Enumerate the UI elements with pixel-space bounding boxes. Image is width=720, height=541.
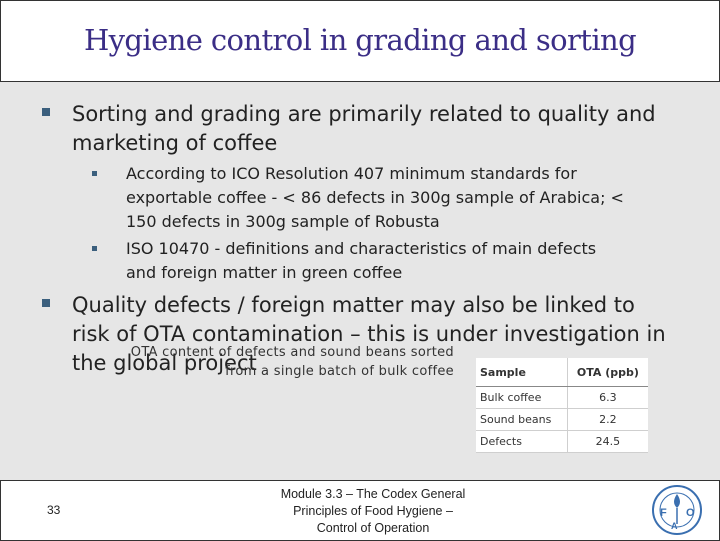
table-cell: Defects [476, 431, 567, 453]
module-line: Module 3.3 – The Codex General [280, 487, 466, 501]
svg-text:F: F [660, 507, 667, 519]
caption-line: from a single batch of bulk coffee [225, 364, 454, 379]
bullet-line: exportable coffee - < 86 defects in 300g sample of Arabica; < [126, 188, 624, 207]
square-bullet-icon [92, 246, 97, 251]
page-number: 33 [47, 503, 61, 517]
bullet-line: and foreign matter in green coffee [126, 263, 403, 282]
title-bar [0, 0, 720, 82]
slide-footer [0, 480, 720, 541]
sub-bullet-ico-resolution [126, 162, 624, 234]
table-cell: Sound beans [476, 409, 567, 431]
square-bullet-icon [42, 299, 50, 307]
caption-line: OTA content of defects and sound beans sorted [130, 345, 454, 360]
table-cell: 6.3 [567, 387, 648, 409]
sub-bullet-iso-10470 [126, 237, 596, 285]
bullet-line: marketing of coffee [72, 131, 278, 155]
module-line: Principles of Food Hygiene – [293, 504, 453, 518]
bullet-line: the global project [72, 351, 257, 375]
fao-logo-icon [651, 484, 703, 536]
bullet-line: risk of OTA contamination – this is under investigation in [72, 322, 666, 346]
module-label [259, 486, 487, 537]
table-header-row [476, 358, 648, 387]
table-header-cell: OTA (ppb) [567, 358, 648, 387]
table-cell: Bulk coffee [476, 387, 567, 409]
square-bullet-icon [42, 108, 50, 116]
bullet-line: Quality defects / foreign matter may also be linked to [72, 293, 635, 317]
ota-table [476, 358, 648, 453]
table-row [476, 387, 648, 409]
table-row [476, 431, 648, 453]
svg-text:O: O [686, 507, 695, 519]
table-caption [94, 343, 454, 381]
table-cell: 24.5 [567, 431, 648, 453]
square-bullet-icon [92, 171, 97, 176]
bullet-line: According to ICO Resolution 407 minimum standards for [126, 164, 577, 183]
table-header-cell: Sample [476, 358, 567, 387]
bullet-line: ISO 10470 - definitions and characteristics of main defects [126, 239, 597, 258]
bullet-line: 150 defects in 300g sample of Robusta [126, 212, 440, 231]
table-cell: 2.2 [567, 409, 648, 431]
svg-text:A: A [671, 521, 678, 531]
slide-title: Hygiene control in grading and sorting [83, 23, 637, 57]
bullet-sorting-grading [72, 100, 656, 158]
table-row [476, 409, 648, 431]
module-line: Control of Operation [316, 521, 430, 535]
bullet-line: Sorting and grading are primarily related to quality and [72, 102, 656, 126]
